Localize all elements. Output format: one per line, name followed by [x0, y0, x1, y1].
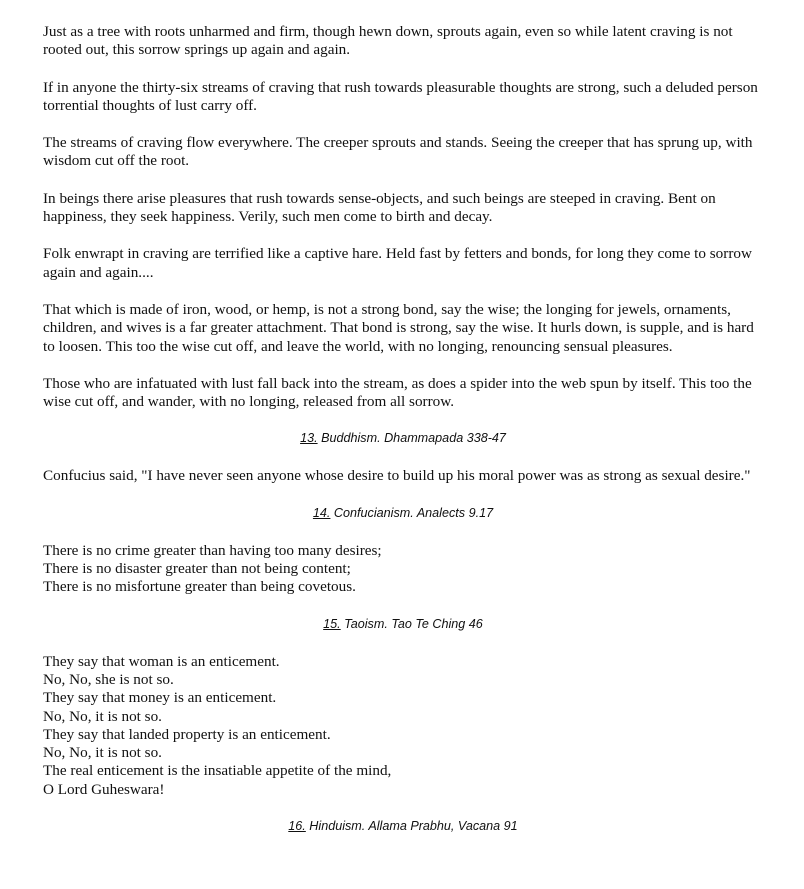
verse-tao-te-ching [43, 542, 763, 597]
paragraph-streams-of-craving: The streams of craving flow everywhere. The creeper sprouts and stands. Seeing the creeper that has sprung up, with wisdom cut off the root. [43, 134, 753, 170]
paragraph-tree-roots: Just as a tree with roots unharmed and firm, though hewn down, sprouts again, even so while latent craving is not rooted out, this sorrow springs up again and again. [43, 23, 733, 59]
citation-vacana [43, 818, 763, 834]
verse-line: No, No, it is not so. [43, 707, 162, 725]
citation-number[interactable]: 13. [300, 431, 318, 446]
citation-number[interactable]: 16. [288, 819, 306, 834]
paragraph-captive-hare: Folk enwrapt in craving are terrified like a captive hare. Held fast by fetters and bonds, for long they come to sorrow again and again.... [43, 245, 752, 281]
verse-line: No, No, she is not so. [43, 670, 174, 688]
paragraph-thirty-six-streams: If in anyone the thirty-six streams of craving that rush towards pleasurable thoughts are strong, such a deluded person torrential thoughts of lust carry off. [43, 78, 758, 114]
citation-analects [43, 505, 763, 521]
citation-source: Confucianism. Analects 9.17 [330, 505, 494, 520]
paragraph-strong-bond: That which is made of iron, wood, or hemp, is not a strong bond, say the wise; the longing for jewels, ornaments, children, and wives is a far greater attachment. That bond is strong, say the wise. It hurls down, is supple, and is hard to loosen. This too the wise cut off, and leave the world, with no longing, renouncing sensual pleasures. [43, 300, 754, 355]
citation-number[interactable]: 15. [323, 616, 341, 631]
citation-tao-te-ching [43, 616, 763, 632]
verse-line: No, No, it is not so. [43, 744, 162, 762]
citation-source: Taoism. Tao Te Ching 46 [340, 616, 483, 631]
verse-line: There is no crime greater than having too many desires; [43, 541, 382, 559]
verse-line: There is no misfortune greater than being covetous. [43, 578, 356, 596]
citation-source: Hinduism. Allama Prabhu, Vacana 91 [305, 819, 518, 834]
document-page [43, 23, 763, 855]
verse-vacana [43, 653, 763, 799]
verse-line: They say that woman is an enticement. [43, 652, 280, 670]
verse-line: O Lord Guheswara! [43, 780, 165, 798]
verse-line: They say that money is an enticement. [43, 689, 277, 707]
citation-number[interactable]: 14. [312, 505, 331, 520]
verse-line: They say that landed property is an enticement. [43, 725, 331, 743]
paragraph-spider-web: Those who are infatuated with lust fall back into the stream, as does a spider into the web spun by itself. This too the wise cut off, and wander, with no longing, released from all sorrow. [43, 374, 752, 411]
paragraph-beings-pleasures: In beings there arise pleasures that rush towards sense-objects, and such beings are steeped in craving. Bent on happiness, they seek happiness. Verily, such men come to birth and decay. [43, 189, 716, 226]
paragraph-confucius: Confucius said, "I have never seen anyone whose desire to build up his moral power was as strong as sexual desire." [43, 467, 751, 485]
citation-dhammapada [43, 430, 763, 446]
verse-line: There is no disaster greater than not being content; [43, 560, 351, 578]
citation-source: Buddhism. Dhammapada 338-47 [317, 431, 506, 446]
verse-line: The real enticement is the insatiable appetite of the mind, [43, 762, 392, 780]
